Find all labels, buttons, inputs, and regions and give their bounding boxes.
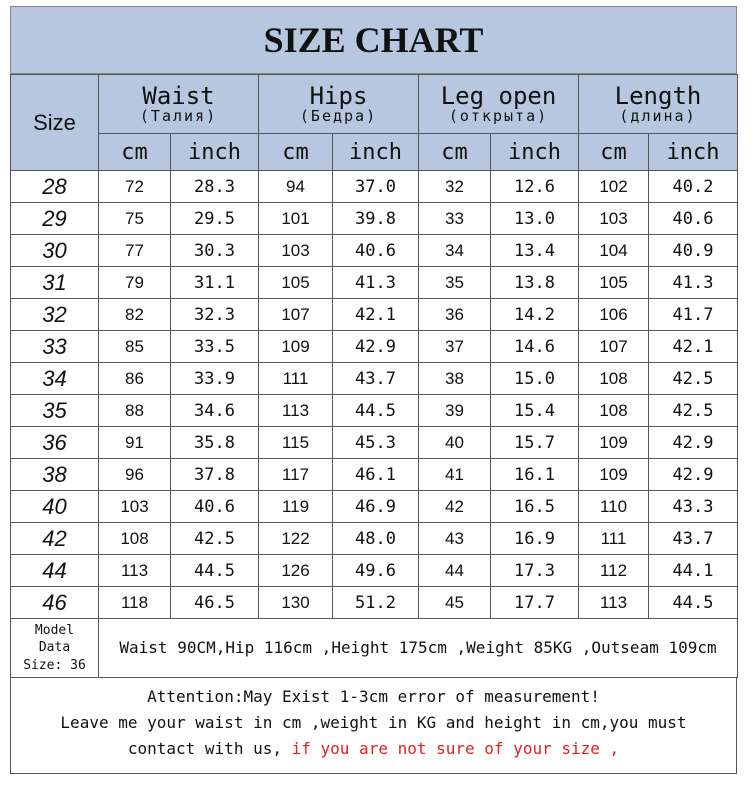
model-label-line: Data <box>38 640 71 656</box>
size-cell: 29 <box>11 203 99 235</box>
waist-cm-cell: 72 <box>99 171 171 203</box>
hips-inch-cell: 39.8 <box>333 203 419 235</box>
hips-inch-cell: 46.1 <box>333 459 419 491</box>
hips-cm-cell: 103 <box>259 235 333 267</box>
unit-cm: cm <box>579 134 649 171</box>
waist-inch-cell: 35.8 <box>171 427 259 459</box>
waist-inch-cell: 46.5 <box>171 587 259 619</box>
hips-inch-cell: 44.5 <box>333 395 419 427</box>
instruction-line: Leave me your waist in cm ,weight in KG and height in cm,you must <box>60 713 687 732</box>
table-row <box>11 427 738 459</box>
length-cm-cell: 109 <box>579 427 649 459</box>
waist-cm-cell: 118 <box>99 587 171 619</box>
hips-cm-cell: 109 <box>259 331 333 363</box>
size-cell: 30 <box>11 235 99 267</box>
leg-open-inch-cell: 16.9 <box>491 523 579 555</box>
size-table <box>10 74 738 678</box>
length-cm-cell: 102 <box>579 171 649 203</box>
leg-open-inch-cell: 15.0 <box>491 363 579 395</box>
size-cell: 28 <box>11 171 99 203</box>
hips-cm-cell: 113 <box>259 395 333 427</box>
attention-line: Attention:May Exist 1-3cm error of measurement! <box>147 687 600 706</box>
model-label-line: Size: 36 <box>23 657 86 673</box>
leg-open-inch-cell: 15.4 <box>491 395 579 427</box>
length-inch-cell: 42.1 <box>649 331 738 363</box>
waist-inch-cell: 42.5 <box>171 523 259 555</box>
leg-open-inch-cell: 14.6 <box>491 331 579 363</box>
waist-inch-cell: 32.3 <box>171 299 259 331</box>
leg-open-cm-cell: 33 <box>419 203 491 235</box>
size-cell: 33 <box>11 331 99 363</box>
waist-inch-cell: 31.1 <box>171 267 259 299</box>
leg-open-cm-cell: 45 <box>419 587 491 619</box>
length-cm-cell: 112 <box>579 555 649 587</box>
attention-notice <box>10 678 737 774</box>
table-row <box>11 171 738 203</box>
hips-cm-cell: 107 <box>259 299 333 331</box>
leg-open-inch-cell: 15.7 <box>491 427 579 459</box>
hips-cm-cell: 111 <box>259 363 333 395</box>
leg-open-inch-cell: 16.1 <box>491 459 579 491</box>
leg-open-header <box>419 75 579 134</box>
hips-cm-cell: 115 <box>259 427 333 459</box>
hips-cm-cell: 101 <box>259 203 333 235</box>
waist-inch-cell: 40.6 <box>171 491 259 523</box>
length-cm-cell: 111 <box>579 523 649 555</box>
contact-line <box>11 736 736 762</box>
leg-open-cm-cell: 32 <box>419 171 491 203</box>
waist-cm-cell: 79 <box>99 267 171 299</box>
leg-open-cm-cell: 37 <box>419 331 491 363</box>
table-row <box>11 523 738 555</box>
waist-inch-cell: 33.5 <box>171 331 259 363</box>
waist-cm-cell: 85 <box>99 331 171 363</box>
leg-open-inch-cell: 13.8 <box>491 267 579 299</box>
table-row <box>11 587 738 619</box>
size-cell: 31 <box>11 267 99 299</box>
length-cm-cell: 110 <box>579 491 649 523</box>
leg-open-cm-cell: 38 <box>419 363 491 395</box>
hips-cm-cell: 130 <box>259 587 333 619</box>
unit-inch: inch <box>171 134 259 171</box>
waist-inch-cell: 44.5 <box>171 555 259 587</box>
unit-cm: cm <box>419 134 491 171</box>
unit-inch: inch <box>649 134 738 171</box>
waist-inch-cell: 30.3 <box>171 235 259 267</box>
chart-title: SIZE CHART <box>10 6 737 74</box>
waist-label: Waist <box>142 81 215 110</box>
hips-sublabel: (Бедра) <box>299 106 378 125</box>
waist-cm-cell: 96 <box>99 459 171 491</box>
length-inch-cell: 44.5 <box>649 587 738 619</box>
waist-inch-cell: 34.6 <box>171 395 259 427</box>
length-inch-cell: 40.9 <box>649 235 738 267</box>
header-row-groups <box>11 75 738 134</box>
hips-cm-cell: 94 <box>259 171 333 203</box>
leg-open-inch-cell: 12.6 <box>491 171 579 203</box>
length-inch-cell: 41.7 <box>649 299 738 331</box>
length-inch-cell: 43.3 <box>649 491 738 523</box>
table-row <box>11 235 738 267</box>
hips-cm-cell: 126 <box>259 555 333 587</box>
size-rows <box>11 171 738 619</box>
hips-cm-cell: 119 <box>259 491 333 523</box>
model-label <box>11 619 99 678</box>
table-row <box>11 363 738 395</box>
leg-open-label: Leg open <box>440 81 557 110</box>
hips-inch-cell: 42.9 <box>333 331 419 363</box>
waist-cm-cell: 75 <box>99 203 171 235</box>
leg-open-cm-cell: 35 <box>419 267 491 299</box>
header-row-units <box>11 134 738 171</box>
waist-inch-cell: 37.8 <box>171 459 259 491</box>
size-cell: 46 <box>11 587 99 619</box>
waist-cm-cell: 77 <box>99 235 171 267</box>
leg-open-inch-cell: 17.7 <box>491 587 579 619</box>
size-cell: 38 <box>11 459 99 491</box>
size-header: Size <box>11 75 99 171</box>
length-header <box>579 75 738 134</box>
hips-cm-cell: 105 <box>259 267 333 299</box>
length-inch-cell: 41.3 <box>649 267 738 299</box>
table-row <box>11 331 738 363</box>
leg-open-inch-cell: 17.3 <box>491 555 579 587</box>
model-row <box>11 619 738 678</box>
unit-cm: cm <box>99 134 171 171</box>
table-row <box>11 395 738 427</box>
hips-label: Hips <box>309 81 368 110</box>
size-cell: 40 <box>11 491 99 523</box>
waist-header <box>99 75 259 134</box>
hips-cm-cell: 117 <box>259 459 333 491</box>
size-cell: 34 <box>11 363 99 395</box>
length-inch-cell: 43.7 <box>649 523 738 555</box>
length-inch-cell: 42.5 <box>649 363 738 395</box>
length-cm-cell: 113 <box>579 587 649 619</box>
hips-inch-cell: 37.0 <box>333 171 419 203</box>
leg-open-cm-cell: 43 <box>419 523 491 555</box>
contact-text: contact with us, <box>127 739 282 758</box>
length-cm-cell: 109 <box>579 459 649 491</box>
waist-inch-cell: 33.9 <box>171 363 259 395</box>
size-cell: 35 <box>11 395 99 427</box>
hips-inch-cell: 42.1 <box>333 299 419 331</box>
table-row <box>11 491 738 523</box>
model-data-text: Waist 90CM,Hip 116cm ,Height 175cm ,Weight 85KG ,Outseam 109cm <box>99 619 738 678</box>
leg-open-cm-cell: 34 <box>419 235 491 267</box>
table-row <box>11 267 738 299</box>
table-row <box>11 459 738 491</box>
length-inch-cell: 42.5 <box>649 395 738 427</box>
size-cell: 32 <box>11 299 99 331</box>
length-sublabel: (длина) <box>619 106 697 125</box>
hips-inch-cell: 41.3 <box>333 267 419 299</box>
waist-cm-cell: 86 <box>99 363 171 395</box>
length-cm-cell: 108 <box>579 395 649 427</box>
leg-open-inch-cell: 14.2 <box>491 299 579 331</box>
waist-cm-cell: 108 <box>99 523 171 555</box>
length-label: Length <box>614 81 702 110</box>
leg-open-cm-cell: 40 <box>419 427 491 459</box>
waist-inch-cell: 28.3 <box>171 171 259 203</box>
hips-inch-cell: 49.6 <box>333 555 419 587</box>
hips-inch-cell: 46.9 <box>333 491 419 523</box>
model-label-line: Model <box>34 622 75 638</box>
hips-inch-cell: 43.7 <box>333 363 419 395</box>
length-cm-cell: 108 <box>579 363 649 395</box>
warning-text-red: if you are not sure of your size , <box>291 739 620 758</box>
size-chart <box>10 6 737 774</box>
leg-open-cm-cell: 44 <box>419 555 491 587</box>
length-cm-cell: 105 <box>579 267 649 299</box>
waist-cm-cell: 91 <box>99 427 171 459</box>
length-cm-cell: 107 <box>579 331 649 363</box>
length-cm-cell: 106 <box>579 299 649 331</box>
hips-cm-cell: 122 <box>259 523 333 555</box>
waist-cm-cell: 82 <box>99 299 171 331</box>
waist-sublabel: (Талия) <box>139 106 218 125</box>
hips-inch-cell: 48.0 <box>333 523 419 555</box>
length-inch-cell: 42.9 <box>649 459 738 491</box>
unit-cm: cm <box>259 134 333 171</box>
size-cell: 44 <box>11 555 99 587</box>
hips-inch-cell: 45.3 <box>333 427 419 459</box>
waist-cm-cell: 103 <box>99 491 171 523</box>
table-row <box>11 299 738 331</box>
unit-inch: inch <box>491 134 579 171</box>
leg-open-cm-cell: 36 <box>419 299 491 331</box>
size-cell: 36 <box>11 427 99 459</box>
length-inch-cell: 44.1 <box>649 555 738 587</box>
unit-inch: inch <box>333 134 419 171</box>
size-cell: 42 <box>11 523 99 555</box>
waist-cm-cell: 113 <box>99 555 171 587</box>
leg-open-cm-cell: 42 <box>419 491 491 523</box>
length-inch-cell: 40.6 <box>649 203 738 235</box>
hips-header <box>259 75 419 134</box>
table-row <box>11 555 738 587</box>
leg-open-cm-cell: 41 <box>419 459 491 491</box>
waist-cm-cell: 88 <box>99 395 171 427</box>
leg-open-inch-cell: 13.4 <box>491 235 579 267</box>
table-row <box>11 203 738 235</box>
length-inch-cell: 42.9 <box>649 427 738 459</box>
hips-inch-cell: 40.6 <box>333 235 419 267</box>
length-inch-cell: 40.2 <box>649 171 738 203</box>
length-cm-cell: 103 <box>579 203 649 235</box>
leg-open-sublabel: (открыта) <box>448 106 549 125</box>
hips-inch-cell: 51.2 <box>333 587 419 619</box>
leg-open-inch-cell: 13.0 <box>491 203 579 235</box>
leg-open-inch-cell: 16.5 <box>491 491 579 523</box>
leg-open-cm-cell: 39 <box>419 395 491 427</box>
waist-inch-cell: 29.5 <box>171 203 259 235</box>
length-cm-cell: 104 <box>579 235 649 267</box>
